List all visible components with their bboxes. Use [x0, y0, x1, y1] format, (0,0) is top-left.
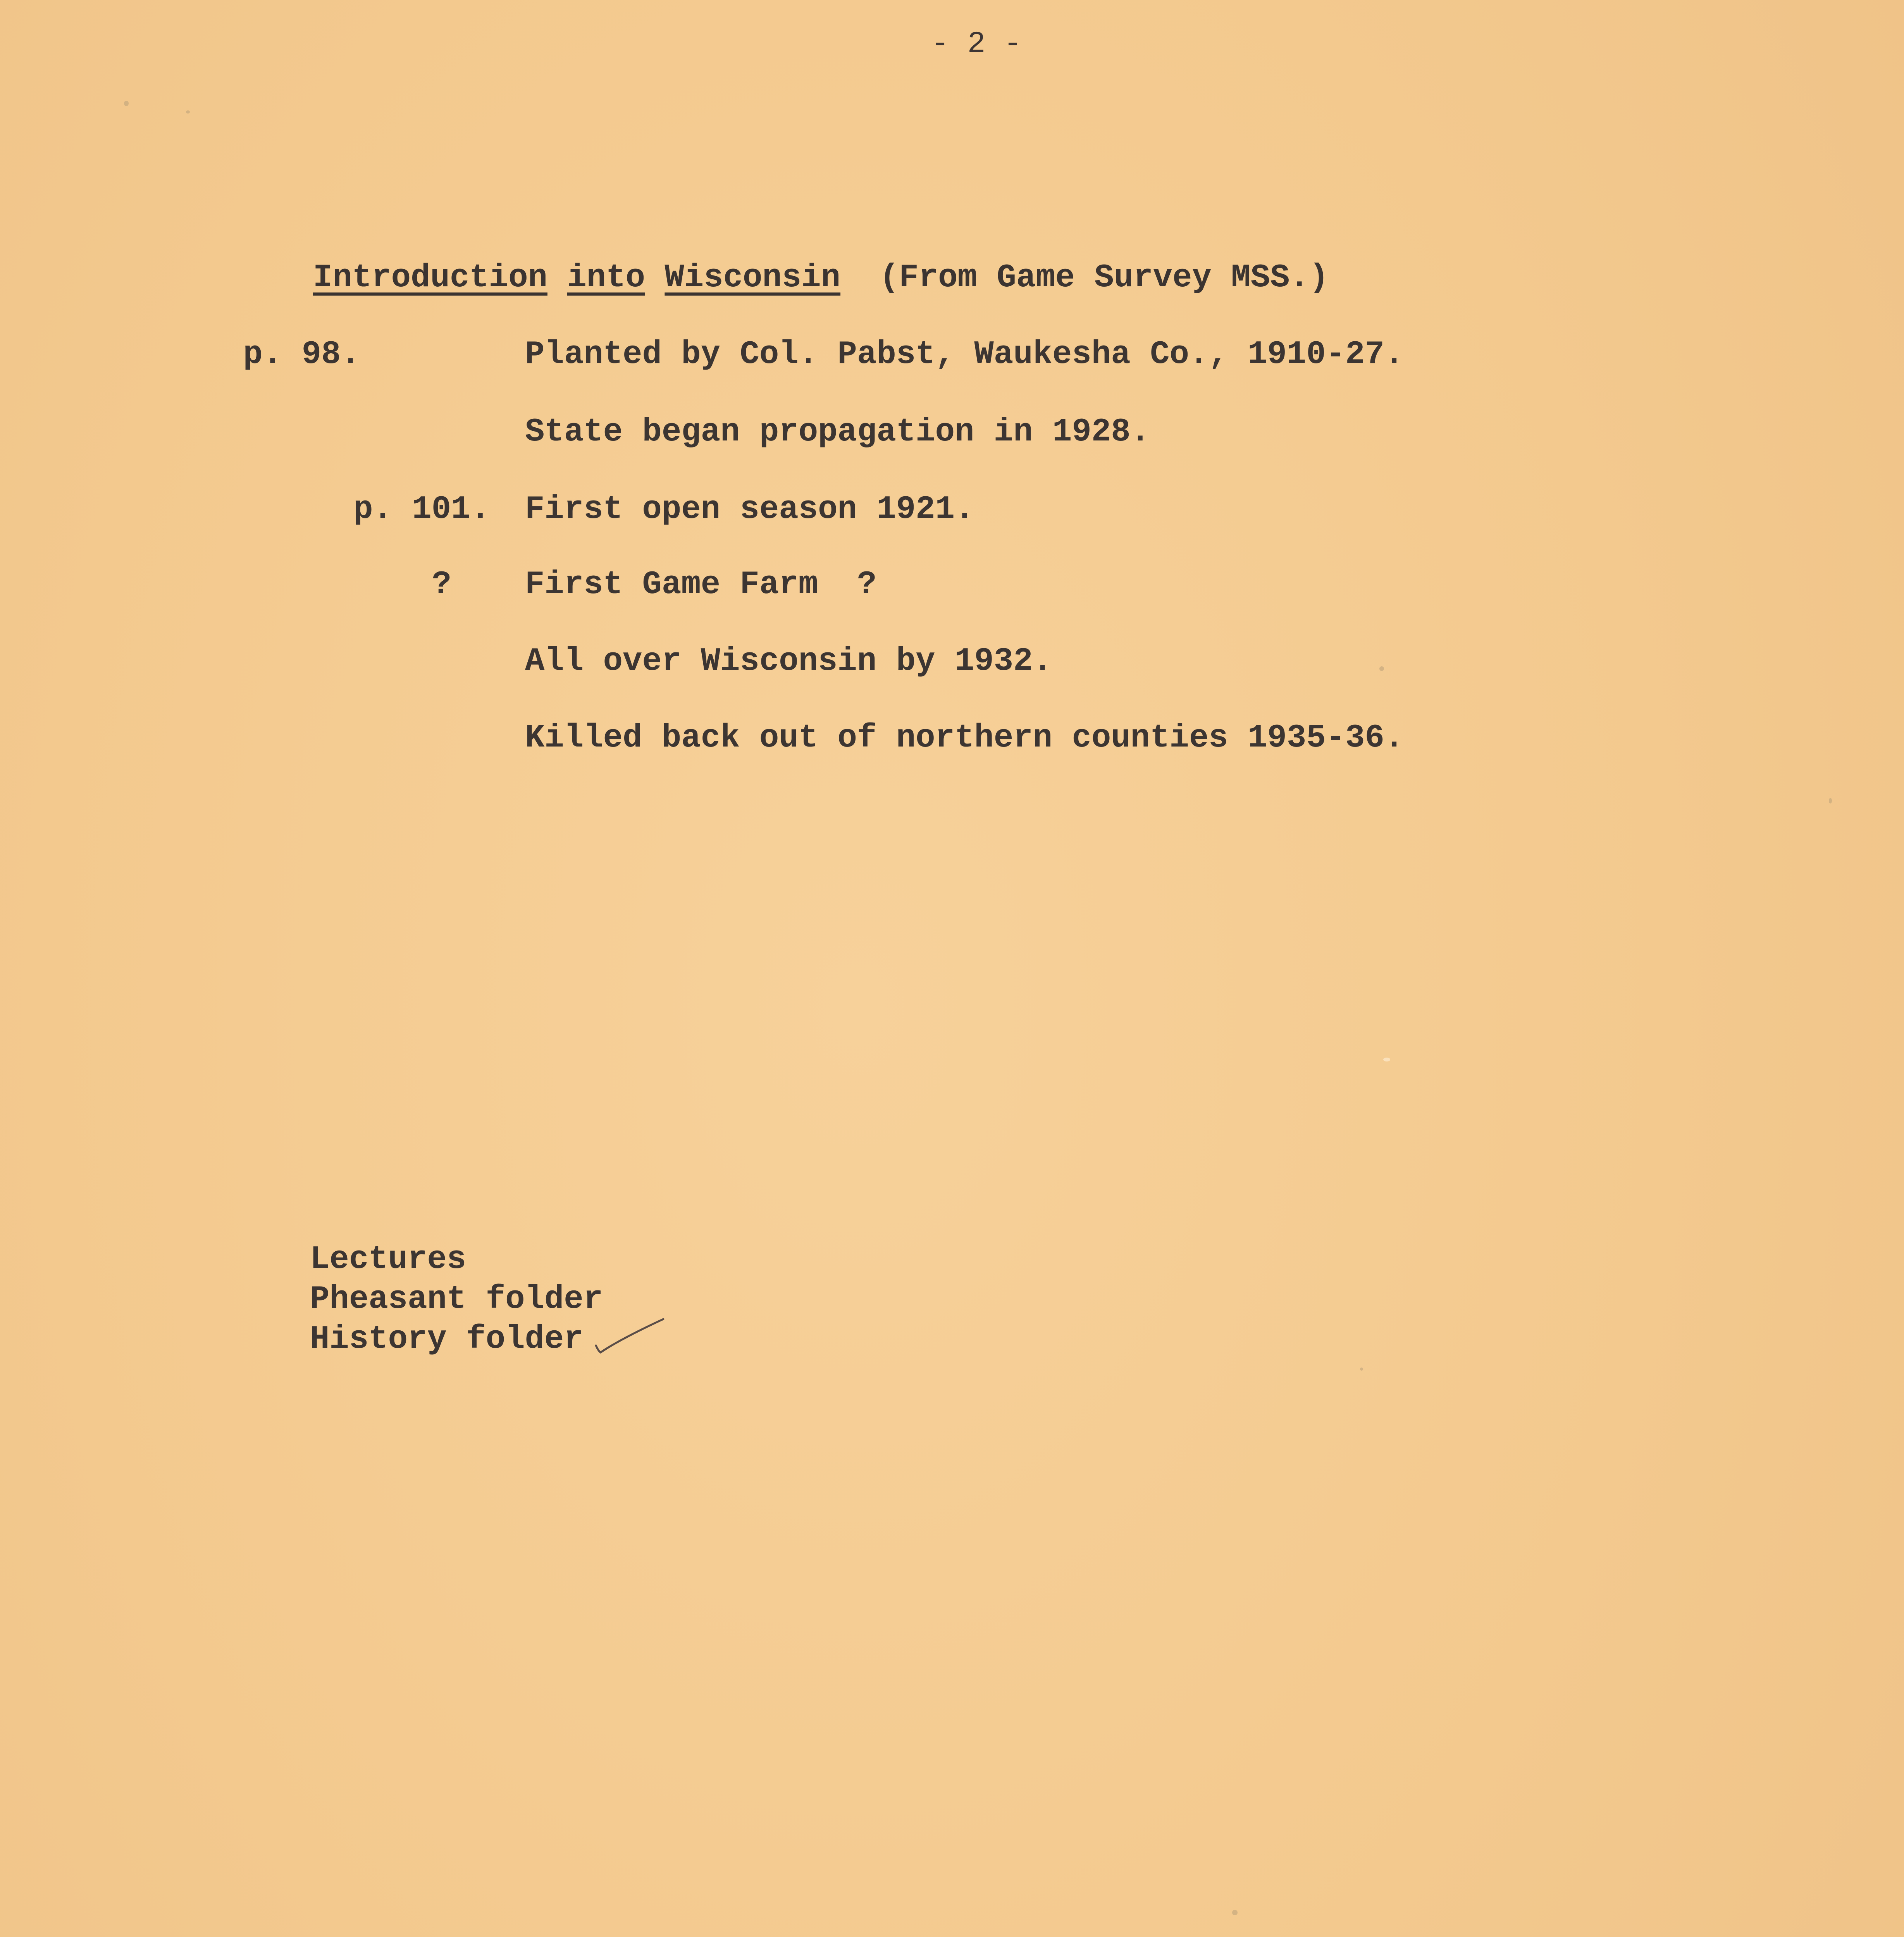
paper-speck	[124, 101, 129, 106]
entry-text: All over Wisconsin by 1932.	[525, 643, 1053, 680]
paper-speck	[1360, 1368, 1363, 1371]
entry-ref: ?	[432, 566, 451, 603]
entry-text: State began propagation in 1928.	[525, 414, 1150, 451]
heading-word-wisconsin: Wisconsin	[665, 260, 841, 296]
entry-text: Killed back out of northern counties 1935-36.	[525, 720, 1404, 757]
paper-speck	[186, 110, 190, 114]
checkmark-icon	[593, 1315, 666, 1362]
heading-source: (From Game Survey MSS.)	[879, 260, 1329, 296]
heading-word-into: into	[567, 260, 645, 296]
note-item: Lectures	[310, 1241, 467, 1278]
note-item: Pheasant folder	[310, 1281, 603, 1318]
paper-speck	[1232, 1910, 1238, 1915]
notes-list	[310, 1240, 603, 1359]
paper-speck	[1829, 798, 1832, 803]
paper-speck	[1379, 666, 1384, 671]
entry-ref: p. 101.	[353, 491, 490, 528]
entry-ref: p. 98.	[243, 336, 360, 373]
heading-word-introduction: Introduction	[313, 260, 547, 296]
entry-text: First open season 1921.	[525, 491, 974, 528]
section-heading	[313, 260, 1329, 296]
paper-speck	[1383, 1058, 1390, 1061]
note-item: History folder	[310, 1321, 584, 1358]
entry-text: Planted by Col. Pabst, Waukesha Co., 1910-27.	[525, 336, 1404, 373]
page-number: - 2 -	[931, 27, 1022, 61]
entry-text: First Game Farm ?	[525, 566, 877, 603]
